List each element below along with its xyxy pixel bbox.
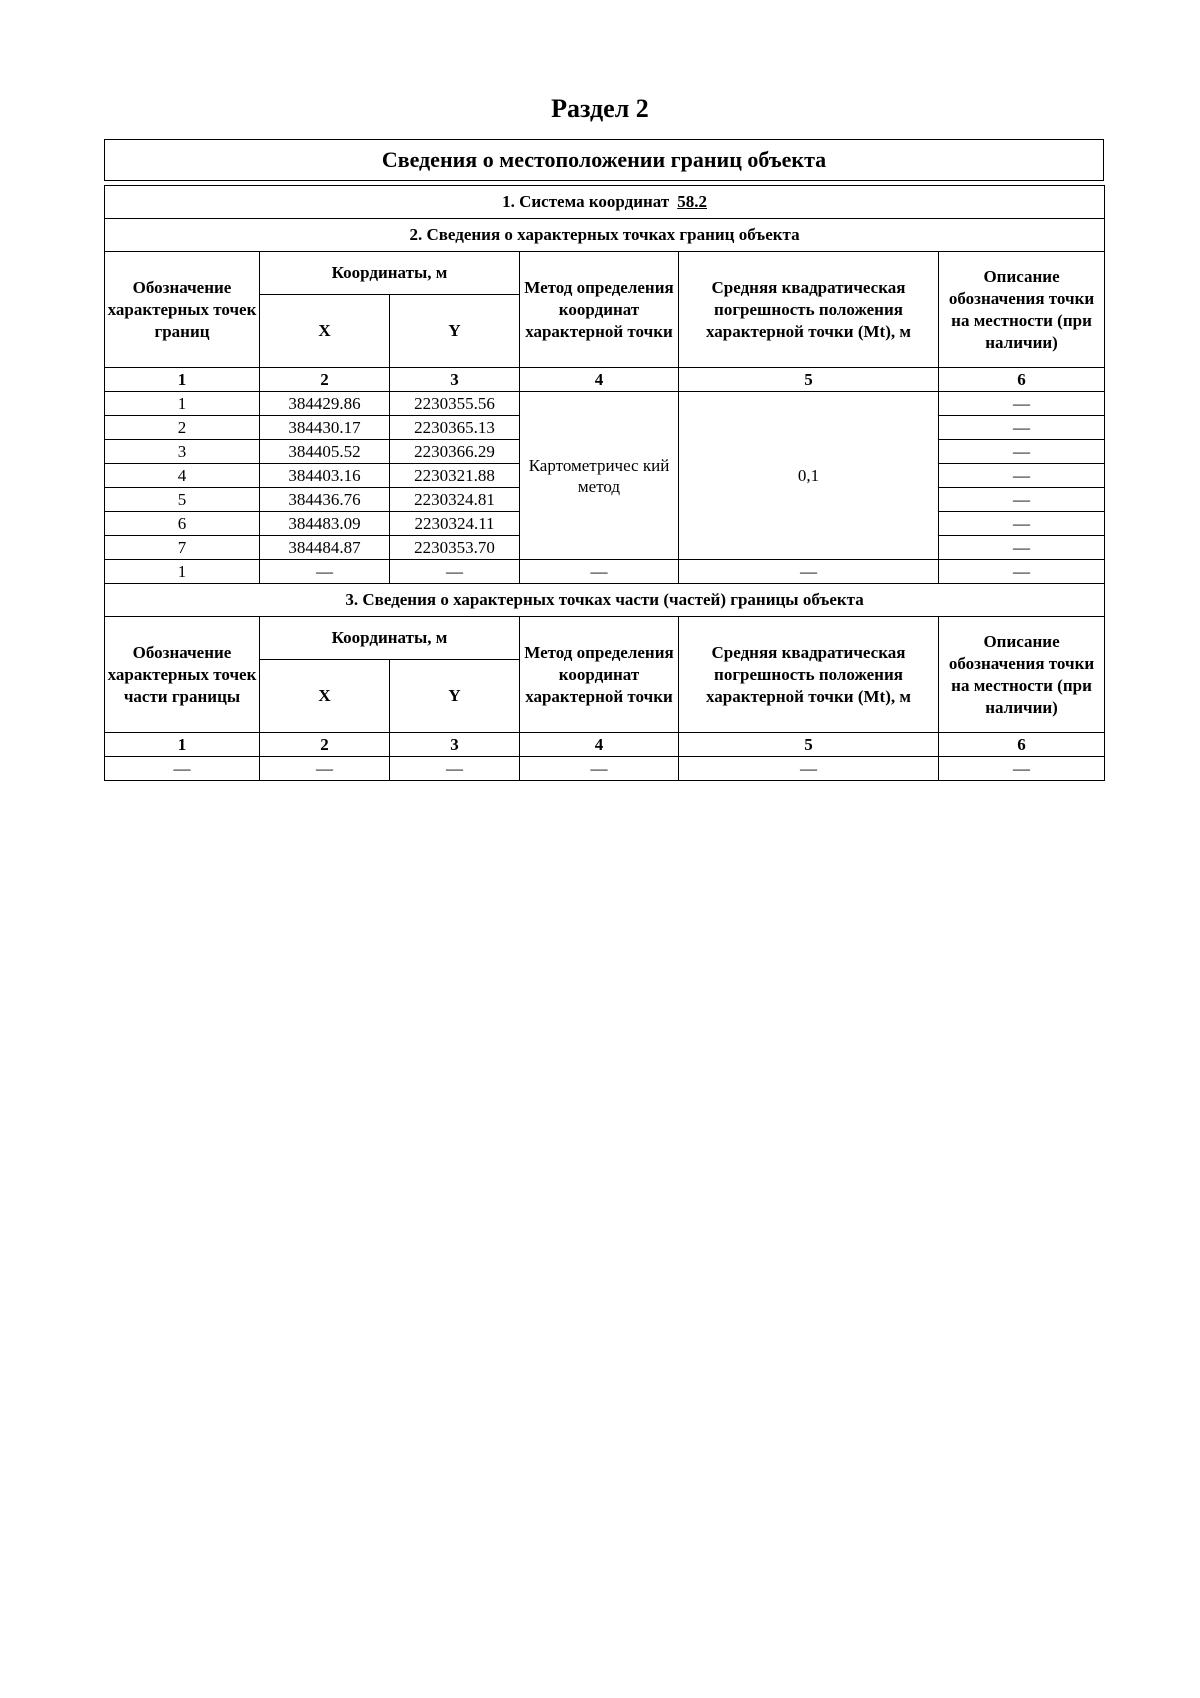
- y-value: 2230365.13: [390, 416, 520, 440]
- col-number: 5: [679, 733, 939, 757]
- page-title: Раздел 2: [551, 94, 649, 123]
- description-value: —: [939, 464, 1105, 488]
- col-number: 6: [939, 733, 1105, 757]
- point-id: 2: [105, 416, 260, 440]
- table-title: Сведения о местоположении границ объекта: [104, 139, 1104, 181]
- s3-header-description: Описание обозначения точки на местности (при наличии): [939, 617, 1105, 733]
- description-value: —: [939, 440, 1105, 464]
- y-value: 2230355.56: [390, 392, 520, 416]
- s2-header-error: Средняя квадратическая погрешность положения характерной точки (Mt), м: [679, 252, 939, 368]
- y-value: 2230321.88: [390, 464, 520, 488]
- point-id: 1: [105, 560, 260, 584]
- method-value: Картометричес кий метод: [520, 392, 679, 560]
- empty-cell: —: [390, 757, 520, 781]
- s3-header-x: X: [260, 660, 390, 733]
- boundary-info-sheet: [104, 139, 1104, 781]
- s2-header-description: Описание обозначения точки на местности (при наличии): [939, 252, 1105, 368]
- col-number: 4: [520, 733, 679, 757]
- coord-system-value: 58.2: [677, 192, 707, 211]
- s3-header-coords: Координаты, м: [260, 617, 520, 660]
- point-id: 5: [105, 488, 260, 512]
- col-number: 4: [520, 368, 679, 392]
- point-id: 3: [105, 440, 260, 464]
- s3-header-method: Метод определения координат характерной точки: [520, 617, 679, 733]
- empty-row: [105, 757, 1105, 781]
- col-number: 3: [390, 733, 520, 757]
- table-row: [105, 392, 1105, 416]
- section3-title: 3. Сведения о характерных точках части (частей) границы объекта: [105, 584, 1105, 617]
- description-value: —: [939, 536, 1105, 560]
- empty-cell: —: [939, 757, 1105, 781]
- col-number: 1: [105, 368, 260, 392]
- s2-header-method: Метод определения координат характерной точки: [520, 252, 679, 368]
- y-value: 2230324.81: [390, 488, 520, 512]
- col-number: 2: [260, 368, 390, 392]
- closing-row: [105, 560, 1105, 584]
- error-value: 0,1: [679, 392, 939, 560]
- s2-header-y: Y: [390, 295, 520, 368]
- empty-cell: —: [105, 757, 260, 781]
- description-value: —: [939, 512, 1105, 536]
- y-value: 2230353.70: [390, 536, 520, 560]
- x-value: 384403.16: [260, 464, 390, 488]
- s3-column-numbers: [105, 733, 1105, 757]
- empty-cell: —: [679, 757, 939, 781]
- method-value: —: [520, 560, 679, 584]
- s2-header-coords: Координаты, м: [260, 252, 520, 295]
- s3-header-error: Средняя квадратическая погрешность положения характерной точки (Mt), м: [679, 617, 939, 733]
- error-value: —: [679, 560, 939, 584]
- section2-title: 2. Сведения о характерных точках границ объекта: [105, 219, 1105, 252]
- point-id: 6: [105, 512, 260, 536]
- x-value: 384429.86: [260, 392, 390, 416]
- s2-header-designation: Обозначение характерных точек границ: [105, 252, 260, 368]
- x-value: 384405.52: [260, 440, 390, 464]
- s2-column-numbers: [105, 368, 1105, 392]
- y-value: 2230324.11: [390, 512, 520, 536]
- boundary-table: [104, 185, 1105, 781]
- col-number: 3: [390, 368, 520, 392]
- y-value: 2230366.29: [390, 440, 520, 464]
- empty-cell: —: [260, 757, 390, 781]
- col-number: 1: [105, 733, 260, 757]
- coord-system-label: 1. Система координат: [502, 192, 670, 211]
- x-value: 384484.87: [260, 536, 390, 560]
- x-value: 384430.17: [260, 416, 390, 440]
- description-value: —: [939, 560, 1105, 584]
- coord-system-row: [105, 186, 1105, 219]
- x-value: —: [260, 560, 390, 584]
- s3-header-designation: Обозначение характерных точек части границы: [105, 617, 260, 733]
- x-value: 384436.76: [260, 488, 390, 512]
- s3-header-y: Y: [390, 660, 520, 733]
- description-value: —: [939, 392, 1105, 416]
- point-id: 1: [105, 392, 260, 416]
- description-value: —: [939, 416, 1105, 440]
- col-number: 5: [679, 368, 939, 392]
- y-value: —: [390, 560, 520, 584]
- col-number: 2: [260, 733, 390, 757]
- point-id: 4: [105, 464, 260, 488]
- empty-cell: —: [520, 757, 679, 781]
- col-number: 6: [939, 368, 1105, 392]
- point-id: 7: [105, 536, 260, 560]
- s2-header-x: X: [260, 295, 390, 368]
- description-value: —: [939, 488, 1105, 512]
- x-value: 384483.09: [260, 512, 390, 536]
